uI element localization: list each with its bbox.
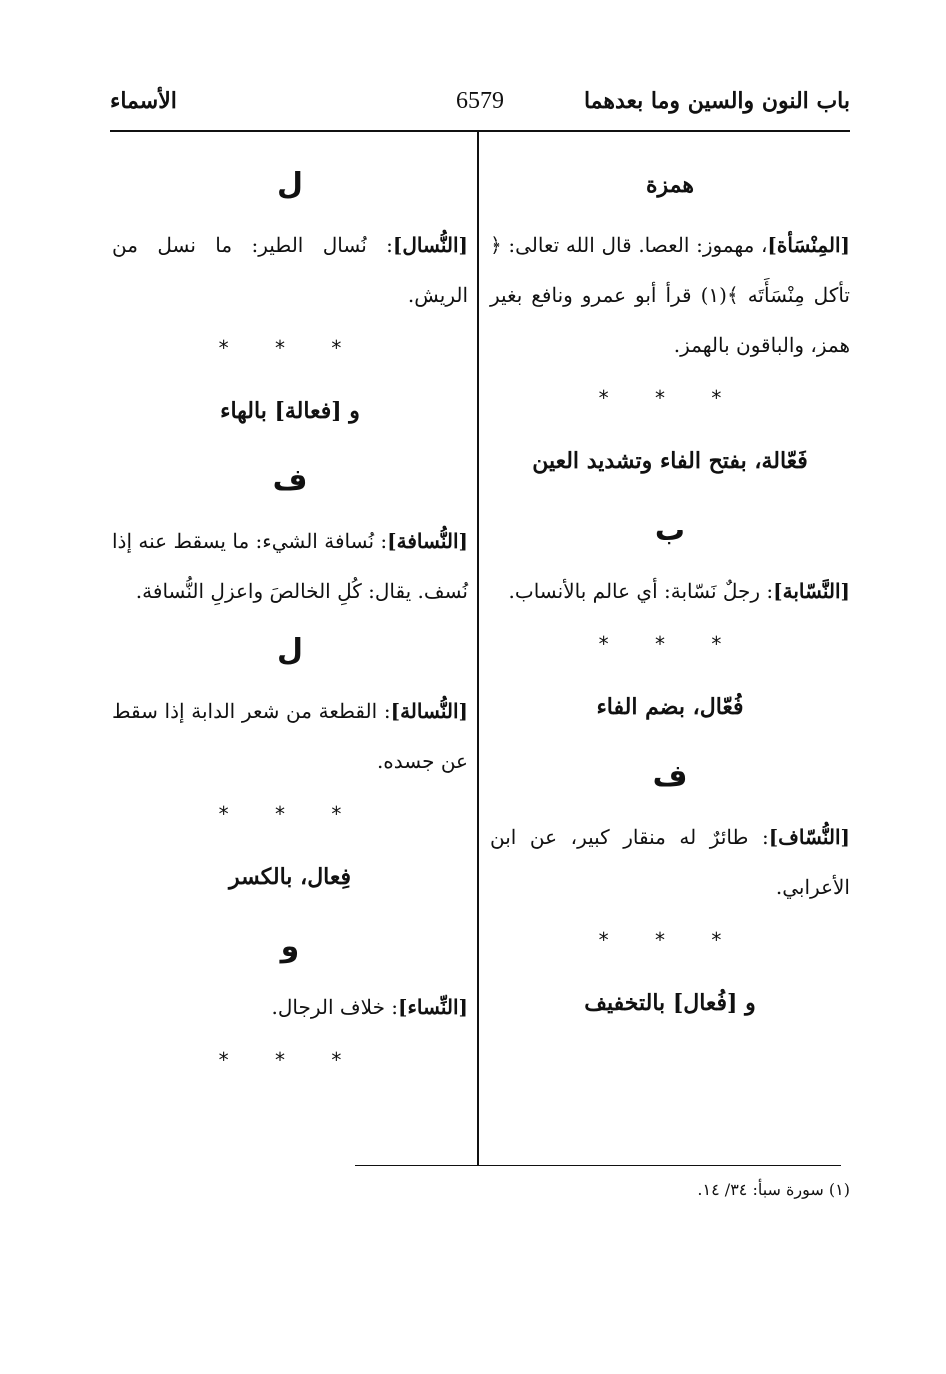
header-chapter-title: باب النون والسين وما بعدهما [583, 88, 850, 114]
letter-heading: ل [276, 167, 304, 202]
letter-heading: و [280, 929, 300, 964]
entry-definition: : خلاف الرجال. [271, 995, 399, 1019]
left-column [112, 150, 468, 1088]
pattern-heading: فِعال، بالكسر [228, 864, 352, 890]
pattern-heading: فُعّال، بضم الفاء [596, 694, 744, 720]
page-number: 6579 [456, 88, 504, 114]
dictionary-entry [112, 220, 468, 320]
entry-definition: : طائرٌ له منقار كبير، عن ابن الأعرابي. [490, 825, 850, 899]
entry-headword: [المِنْسَأة] [767, 233, 850, 257]
section-separator: * * * [218, 336, 362, 360]
right-column [490, 150, 850, 1038]
entry-headword: [النِّساء] [398, 995, 468, 1019]
footnote: (١) سورة سبأ: ٣٤/ ١٤. [697, 1180, 850, 1199]
entry-headword: [النَّسّابة] [773, 579, 850, 603]
dictionary-entry [490, 220, 850, 370]
letter-heading: ب [654, 513, 686, 548]
letter-heading: ف [652, 759, 688, 794]
entry-definition: : رجلٌ نَسّابة: أي عالم بالأنساب. [508, 579, 774, 603]
dictionary-entry [490, 812, 850, 912]
entry-headword: [النُّسّاف] [768, 825, 850, 849]
dictionary-entry [112, 516, 468, 616]
pattern-heading: همزة [646, 172, 694, 198]
entry-definition: : نُسال الطير: ما نسل من الريش. [112, 233, 468, 307]
header-rule [110, 130, 850, 132]
column-divider [477, 132, 479, 1166]
dictionary-entry [112, 982, 468, 1032]
dictionary-entry [490, 566, 850, 616]
entry-definition: : القطعة من شعر الدابة إذا سقط عن جسده. [112, 699, 468, 773]
entry-definition: : نُسافة الشيء: ما يسقط عنه إذا نُسف. يقال: كُلِ الخالصَ واعزلِ النُّسافة. [112, 529, 468, 603]
footnote-rule [355, 1165, 841, 1166]
entry-definition: ، مهموز: العصا. قال الله تعالى: ﴿ تأكل مِنْسَأَتَه ﴾(١) قرأ أبو عمرو ونافع بغير همز، والباقون بالهمز. [490, 233, 850, 357]
section-separator: * * * [598, 928, 742, 952]
section-separator: * * * [598, 632, 742, 656]
section-separator: * * * [218, 1048, 362, 1072]
pattern-heading: و [فعالة] بالهاء [220, 398, 360, 424]
letter-heading: ل [276, 633, 304, 668]
letter-heading: ف [272, 463, 308, 498]
entry-headword: [النُّسالة] [390, 699, 468, 723]
dictionary-entry [112, 686, 468, 786]
header-section-title: الأسماء [110, 88, 177, 114]
entry-headword: [النُّسال] [392, 233, 468, 257]
entry-headword: [النُّسافة] [387, 529, 468, 553]
pattern-heading: و [فُعال] بالتخفيف [584, 990, 756, 1016]
section-separator: * * * [218, 802, 362, 826]
section-separator: * * * [598, 386, 742, 410]
page-header [110, 88, 850, 128]
pattern-heading: فَعّالة، بفتح الفاء وتشديد العين [532, 448, 808, 474]
